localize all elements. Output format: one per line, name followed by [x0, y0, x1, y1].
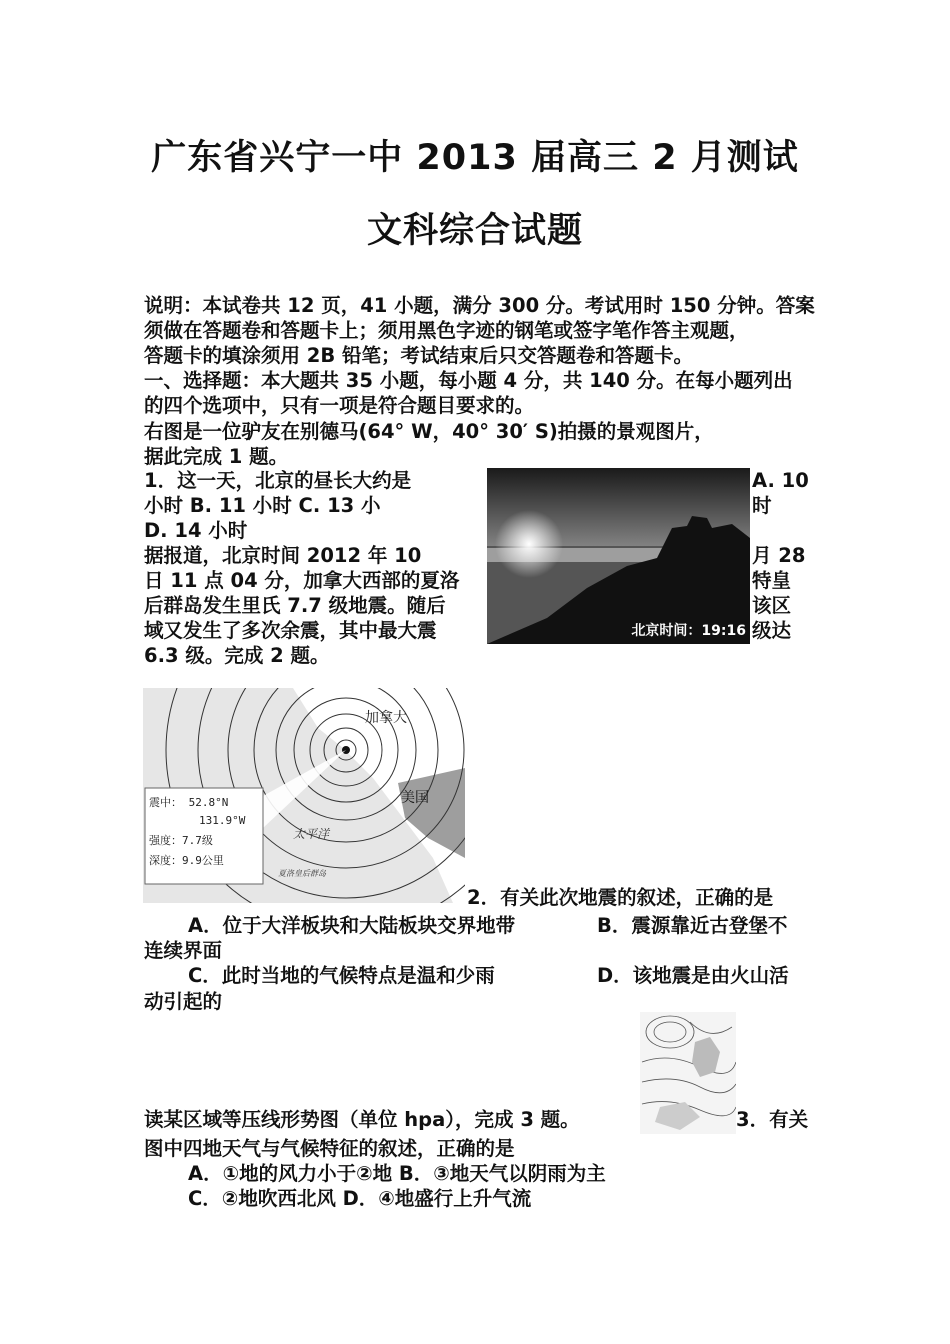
- info-depth: 深度：9.9公里: [149, 854, 224, 867]
- q1-option-d: D. 14 小时: [144, 519, 248, 542]
- q3-options-cd: C．②地吹西北风 D．④地盛行上升气流: [188, 1187, 532, 1210]
- page-subtitle: 文科综合试题: [366, 211, 583, 251]
- passage-line-2: 日 11 点 04 分，加拿大西部的夏洛: [144, 569, 460, 592]
- isobar-map: [640, 1012, 736, 1134]
- q1-option-a: A. 10: [752, 469, 809, 492]
- label-usa: 美国: [401, 790, 429, 806]
- photo-caption: 北京时间：19:16: [631, 623, 746, 639]
- passage-line-1-right: 月 28: [752, 544, 806, 567]
- q2-option-a: A．位于大洋板块和大陆板块交界地带: [188, 914, 516, 937]
- label-canada: 加拿大: [365, 710, 407, 726]
- label-ocean: 太平洋: [293, 827, 330, 841]
- section-heading: 一、选择题：本大题共 35 小题，每小题 4 分，共 140 分。在每小题列出: [144, 369, 793, 392]
- info-epicenter: 震中： 52.8°N: [149, 796, 229, 809]
- passage-line-2-right: 特皇: [752, 569, 792, 592]
- q2-option-d: D．该地震是由火山活: [597, 964, 789, 987]
- q1-context-2: 据此完成 1 题。: [144, 445, 289, 468]
- q1-stem: 1．这一天，北京的昼长大约是: [144, 469, 412, 492]
- q2-option-b: B．震源靠近古登堡不: [597, 914, 788, 937]
- intro-line-1: 说明：本试卷共 12 页，41 小题，满分 300 分。考试用时 150 分钟。答案: [144, 294, 815, 317]
- q3-stem-start: 3．有关: [736, 1108, 809, 1131]
- q2-option-d-cont: 动引起的: [144, 990, 223, 1013]
- info-magnitude: 强度：7.7级: [149, 834, 213, 847]
- q3-options-ab: A．①地的风力小于②地 B．③地天气以阴雨为主: [188, 1162, 606, 1185]
- intro-line-3: 答题卡的填涂须用 2B 铅笔；考试结束后只交答题卷和答题卡。: [144, 344, 694, 367]
- passage-line-3: 后群岛发生里氏 7.7 级地震。随后: [144, 594, 446, 617]
- section-heading-2: 的四个选项中，只有一项是符合题目要求的。: [144, 394, 535, 417]
- q1-context: 右图是一位驴友在别德马(64° W，40° 30′ S)拍摄的景观图片，: [144, 420, 714, 443]
- passage-line-4: 域又发生了多次余震，其中最大震: [144, 619, 437, 642]
- q3-intro: 读某区域等压线形势图（单位 hpa），完成 3 题。: [144, 1108, 580, 1131]
- intro-line-2: 须做在答题卷和答题卡上；须用黑色字迹的钢笔或签字笔作答主观题，: [144, 319, 749, 342]
- passage-line-5: 6.3 级。完成 2 题。: [144, 644, 330, 667]
- page-title: 广东省兴宁一中 2013 届高三 2 月测试: [151, 138, 799, 178]
- q3-stem: 图中四地天气与气候特征的叙述，正确的是: [144, 1137, 515, 1160]
- passage-line-4-right: 级达: [752, 619, 792, 642]
- earthquake-map: [143, 688, 465, 903]
- passage-line-1: 据报道，北京时间 2012 年 10: [144, 544, 422, 567]
- q2-option-c: C．此时当地的气候特点是温和少雨: [188, 964, 495, 987]
- passage-line-3-right: 该区: [752, 594, 792, 617]
- q1-options: 小时 B. 11 小时 C. 13 小: [144, 494, 381, 517]
- label-islands: 夏洛皇后群岛: [278, 869, 326, 878]
- info-longitude: 131.9°W: [199, 814, 246, 827]
- q2-stem: 2．有关此次地震的叙述，正确的是: [467, 886, 774, 909]
- sunset-photo: [487, 468, 750, 644]
- q1-option-c-cont: 时: [752, 494, 772, 517]
- q2-option-b-cont: 连续界面: [144, 939, 223, 962]
